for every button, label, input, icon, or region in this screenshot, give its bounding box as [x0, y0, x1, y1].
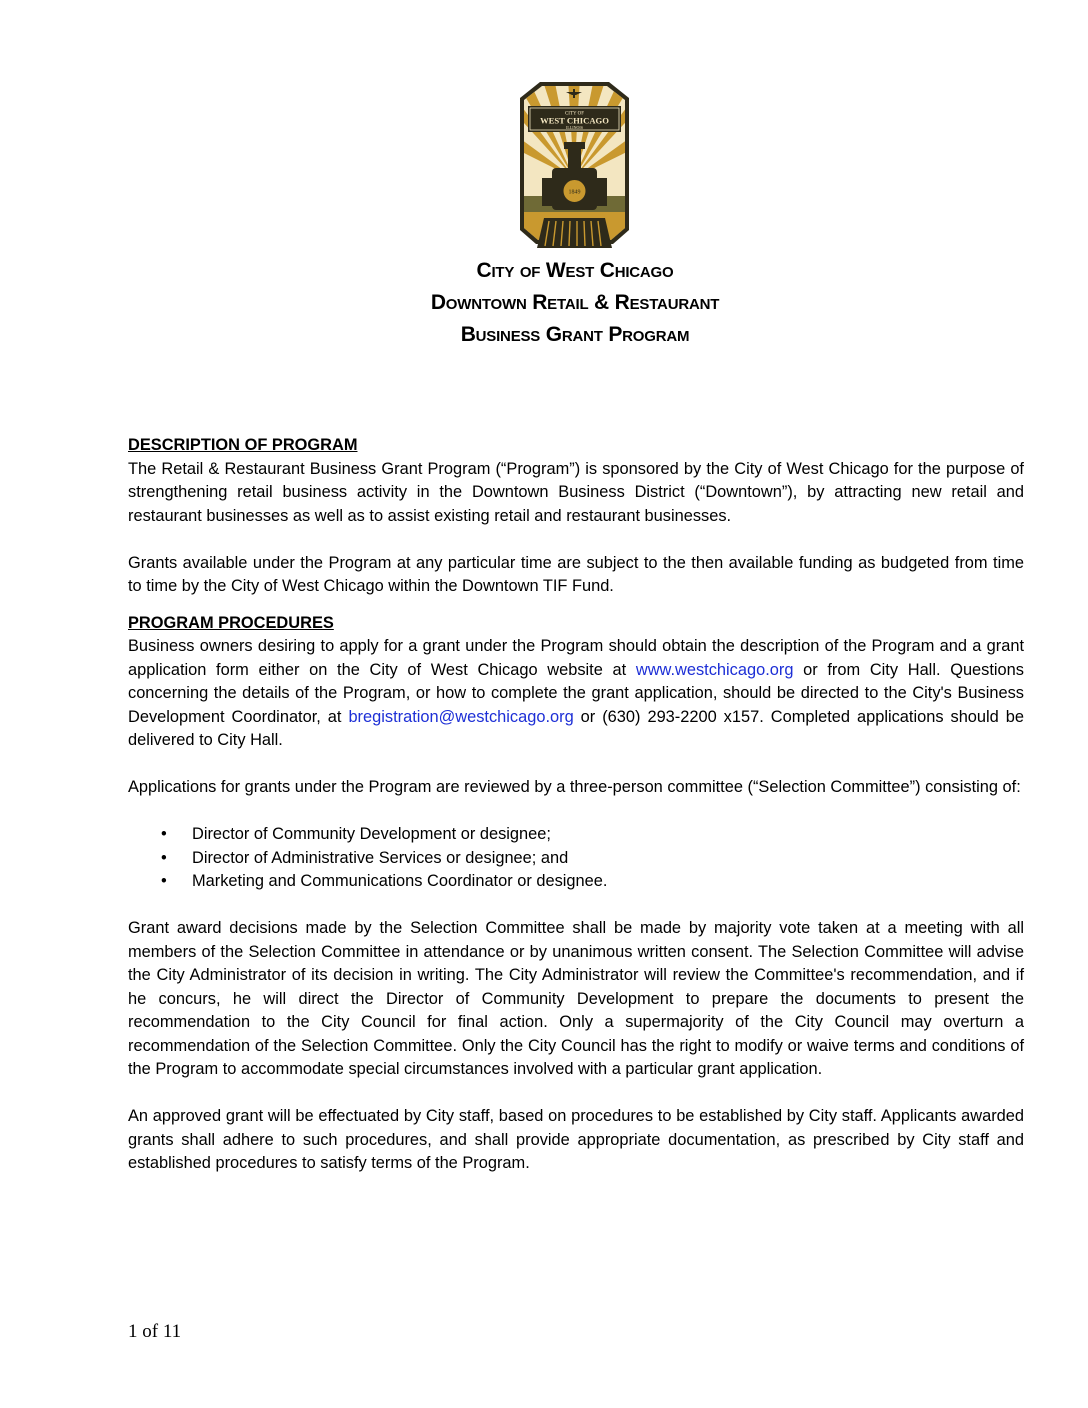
list-item: • Marketing and Communications Coordinator or designee.: [128, 870, 1024, 894]
list-item: • Director of Community Development or designee;: [128, 823, 1024, 847]
procedures-paragraph-1-part-b: or from City Hall. Questions concerning the details of the Program, or how to complete the grant application, should be directed to the City's Business Development Coordinator, at: [128, 660, 1024, 726]
page-number: 1 of 11: [128, 1321, 182, 1342]
procedures-paragraph-3: Grant award decisions made by the Selection Committee shall be made by majority vote taken at a meeting with all members of the Selection Committee in attendance or by unanimous written consent. The Selection Committee will advise the City Administrator of its decision in writing. The City Administrator will review the Committee's recommendation, and if he concurs, he will direct the Director of Community Development to prepare the documents to present the recommendation to the City Council for final action. Only a supermajority of the City Council may overturn a recommendation of the Selection Committee. Only the City Council has the right to modify or waive terms and conditions of the Program to accommodate special circumstances involved with a particular grant application.: [128, 919, 1024, 1078]
description-heading: DESCRIPTION OF PROGRAM: [128, 436, 358, 454]
logo-bottom-text: ILLINOIS: [566, 125, 583, 130]
procedures-paragraph-1-part-c: or (630) 293-2200 x157. Completed applications should be delivered to City Hall.: [128, 707, 1024, 749]
procedures-paragraph-2: Applications for grants under the Program are reviewed by a three-person committee (“Selection Committee”) consisting of:: [128, 778, 1021, 796]
procedures-heading: PROGRAM PROCEDURES: [128, 613, 334, 632]
document-title: [0, 255, 1088, 351]
description-paragraph-2: Grants available under the Program at any particular time are subject to the then available funding as budgeted from time to time by the City of West Chicago within the Downtown TIF Fund.: [128, 553, 1024, 595]
procedures-paragraph-1-part-a: Business owners desiring to apply for a grant under the Program should obtain the description of the Program and a grant application form either on the City of West Chicago website at: [128, 637, 1024, 679]
title-line-3: Business Grant Program: [460, 323, 690, 346]
committee-list: [128, 823, 1024, 894]
bullet-icon: •: [161, 825, 167, 843]
city-logo: [514, 78, 635, 256]
description-paragraph-1: The Retail & Restaurant Business Grant Program (“Program”) is sponsored by the City of West Chicago for the purpose of strengthening retail business activity in the Downtown Business District (“Downtown”), by attracting new retail and restaurant businesses as well as to assist existing retail and restaurant businesses.: [128, 459, 1024, 525]
list-item: • Director of Administrative Services or designee; and: [128, 847, 1024, 871]
document-body: [128, 434, 1024, 1176]
email-link[interactable]: bregistration@westchicago.org: [348, 707, 574, 726]
title-line-1: City of West Chicago: [476, 259, 674, 282]
title-line-2: Downtown Retail & Restaurant: [430, 291, 720, 314]
logo-year: 1849: [568, 189, 581, 196]
procedures-paragraph-4: An approved grant will be effectuated by City staff, based on procedures to be established by City staff. Applicants awarded grants shall adhere to such procedures, and shall provide appropriate documentation, as prescribed by City staff and established procedures to satisfy terms of the Program.: [128, 1107, 1024, 1172]
website-link[interactable]: www.westchicago.org: [635, 660, 794, 679]
procedures-paragraph-1: [128, 635, 1024, 753]
bullet-icon: •: [161, 848, 167, 867]
bullet-icon: •: [161, 872, 167, 890]
logo-top-text: CITY OF: [564, 111, 585, 117]
logo-main-text: WEST CHICAGO: [540, 115, 609, 126]
